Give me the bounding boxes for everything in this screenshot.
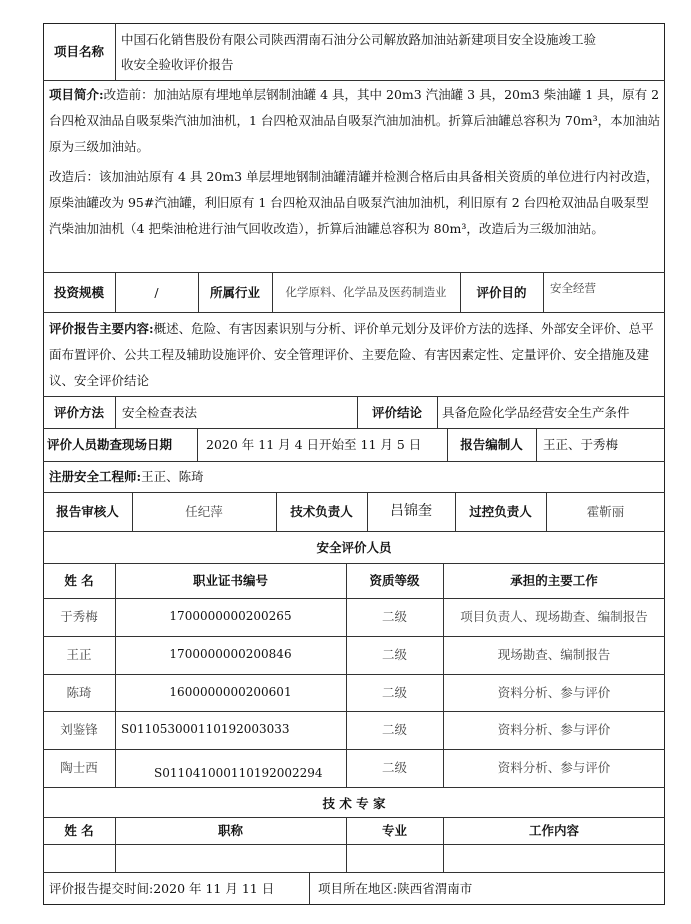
staff-name: 于秀梅	[60, 609, 98, 624]
staff-cert: 1700000000200846	[169, 647, 292, 661]
col-divider	[115, 23, 116, 80]
intro-after: 改造后：该加油站原有 4 具 20m3 单层埋地钢制油罐清罐并检测合格后由具备相关资质的单位进行内衬改造，原柴油罐改为 95#汽油罐，利旧原有 1 台四枪双油品自吸泵汽油加油机，利旧原有 2 台四枪双油品自吸泵型汽柴油加油机（4 把柴油枪进行油气回收改造），折算后油罐总容积为 80m³，改造后为三级加油站。	[49, 169, 659, 236]
location-label: 项目所在地区:	[318, 881, 398, 896]
expert-header-name: 姓 名	[64, 823, 94, 838]
invest-label: 投资规模	[53, 285, 104, 300]
purpose-label: 评价目的	[476, 285, 527, 300]
row-divider	[43, 711, 665, 712]
staff-level: 二级	[381, 647, 407, 662]
staff-level: 二级	[381, 722, 407, 737]
engineer-value: 王正、陈琦	[141, 469, 204, 484]
row-divider	[43, 461, 665, 462]
staff-work: 资料分析、参与评价	[497, 685, 611, 700]
row-divider	[43, 674, 665, 675]
engineer-label: 注册安全工程师:	[49, 469, 142, 484]
location-value: 陕西省渭南市	[397, 881, 473, 896]
project-name-line2: 收安全验收评价报告	[121, 57, 234, 72]
staff-name: 陶士西	[60, 760, 98, 775]
staff-work: 现场勘查、编制报告	[497, 647, 611, 662]
method-value: 安全检查表法	[122, 405, 198, 420]
engineer-row	[49, 464, 204, 489]
staff-title: 安全评价人员	[316, 540, 392, 555]
col-divider	[443, 563, 444, 787]
staff-header-work: 承担的主要工作	[510, 573, 598, 588]
conclusion-value: 具备危险化学品经营安全生产条件	[442, 405, 630, 420]
row-divider	[43, 312, 665, 313]
staff-level: 二级	[381, 685, 407, 700]
staff-cert: S011053000110192003033	[121, 722, 290, 736]
location-row	[318, 876, 472, 901]
staff-header-level: 资质等级	[369, 573, 420, 588]
process-value: 霍靳丽	[586, 504, 625, 519]
content-value: 概述、危险、有害因素识别与分析、评价单元划分及评价方法的选择、外部安全评价、总平面布置评价、公共工程及辅助设施评价、安全管理评价、主要危险、有害因素定性、定量评价、安全措施及建议、安全评价结论	[49, 321, 654, 388]
col-divider	[197, 428, 198, 461]
staff-work: 资料分析、参与评价	[497, 722, 611, 737]
row-divider	[43, 272, 665, 273]
row-divider	[43, 749, 665, 750]
col-divider	[346, 563, 347, 787]
project-name-label: 项目名称	[53, 44, 104, 59]
row-divider	[43, 598, 665, 599]
tech-label: 技术负责人	[290, 504, 353, 519]
row-divider	[43, 787, 665, 788]
method-label: 评价方法	[53, 405, 104, 420]
staff-name: 王正	[66, 647, 92, 662]
col-divider	[536, 428, 537, 461]
project-name-line1: 中国石化销售股份有限公司陕西渭南石油分公司解放路加油站新建项目安全设施竣工验	[121, 32, 597, 47]
staff-level: 二级	[381, 609, 407, 624]
industry-value: 化学原料、化学品及医药制造业	[285, 285, 447, 299]
staff-cert: 1700000000200265	[169, 609, 292, 623]
staff-header-cert: 职业证书编号	[192, 573, 268, 588]
col-divider	[115, 396, 116, 428]
survey-label: 评价人员勘查现场日期	[47, 437, 173, 452]
staff-name: 刘鉴锋	[60, 722, 98, 737]
reviewer-value: 任纪萍	[185, 504, 223, 519]
staff-name: 陈琦	[66, 685, 92, 700]
row-divider	[43, 563, 665, 564]
col-divider	[115, 563, 116, 787]
compiler-value: 王正、于秀梅	[543, 437, 619, 452]
expert-header-work: 工作内容	[528, 823, 579, 838]
row-divider	[43, 428, 665, 429]
expert-header-title: 职称	[217, 823, 243, 838]
tech-value: 吕锦奎	[390, 503, 432, 519]
industry-label: 所属行业	[209, 285, 260, 300]
expert-header-major: 专业	[381, 823, 407, 838]
intro-label: 项目简介:	[49, 87, 104, 102]
purpose-value: 安全经营	[550, 281, 596, 295]
staff-header-name: 姓 名	[64, 573, 94, 588]
staff-cert: S011041000110192002294	[154, 766, 323, 780]
col-divider	[543, 272, 544, 312]
row-divider	[43, 492, 665, 493]
invest-value: /	[154, 285, 159, 300]
survey-value: 2020 年 11 月 4 日开始至 11 月 5 日	[206, 437, 422, 452]
report-content	[49, 316, 661, 394]
process-label: 过控负责人	[469, 504, 532, 519]
expert-title: 技 术 专 家	[322, 796, 386, 811]
row-divider	[43, 844, 665, 845]
staff-work: 项目负责人、现场勘查、编制报告	[460, 609, 648, 624]
col-divider	[437, 396, 438, 428]
conclusion-label: 评价结论	[371, 405, 422, 420]
col-divider	[309, 872, 310, 905]
reviewer-label: 报告审核人	[56, 504, 119, 519]
row-divider	[43, 531, 665, 532]
row-divider	[43, 636, 665, 637]
content-label: 评价报告主要内容:	[49, 321, 154, 336]
intro-before-text: 改造前：加油站原有埋地单层钢制油罐 4 具，其中 20m3 汽油罐 3 具，20m3 柴油罐 1 具，原有 2 台四枪双油品自吸泵柴汽油加油机，1 台四枪双油品自吸泵汽油加油机。折算后油罐总容积为 70m³，本加油站原为三级加油站。	[49, 87, 661, 154]
staff-work: 资料分析、参与评价	[497, 760, 611, 775]
submit-row	[49, 876, 274, 901]
row-divider	[43, 80, 665, 81]
staff-level: 二级	[381, 760, 407, 775]
intro-before	[49, 82, 661, 160]
staff-cert: 1600000000200601	[169, 685, 292, 699]
row-divider	[43, 396, 665, 397]
row-divider	[43, 872, 665, 873]
submit-value: 2020 年 11 月 11 日	[153, 881, 275, 896]
compiler-label: 报告编制人	[460, 437, 523, 452]
submit-label: 评价报告提交时间:	[49, 881, 154, 896]
